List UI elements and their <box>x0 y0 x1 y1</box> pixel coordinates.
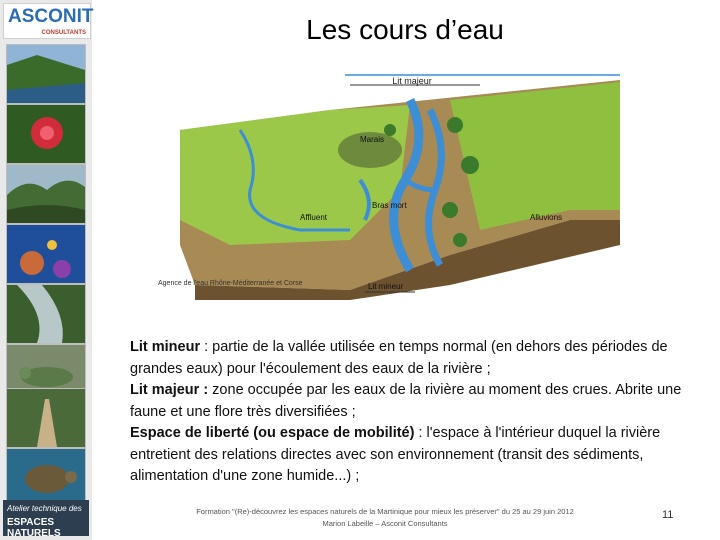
thumbnail-coral-reef <box>6 224 86 284</box>
paragraph-lit-mineur <box>130 337 695 380</box>
term-lit-mineur: Lit mineur <box>130 339 201 355</box>
footer-line1: Formation "(Re)-découvrez les espaces naturels de la Martinique pour mieux les préserver" du 25 au 29 juin 2012 <box>196 507 574 516</box>
footer-line2: Marion Labeille – Asconit Consultants <box>322 519 448 528</box>
atelier-badge <box>3 500 89 539</box>
badge-line1: Atelier technique des <box>7 504 82 513</box>
label-affluent: Affluent <box>300 213 327 222</box>
footer <box>160 506 610 530</box>
text-lit-mineur: : partie de la vallée utilisée en temps normal (en dehors des périodes de grandes eaux) pour l'écoulement des eaux de la rivière ; <box>130 339 668 377</box>
label-alluvions: Alluvions <box>530 213 563 222</box>
term-lit-majeur: Lit majeur : <box>130 382 209 398</box>
slide-title: Les cours d’eau <box>306 14 504 45</box>
label-marais: Marais <box>360 135 385 144</box>
label-bras-mort: Bras mort <box>372 201 407 210</box>
badge-line2: ESPACES NATURELS <box>7 517 61 539</box>
paragraph-lit-majeur <box>130 380 695 423</box>
text-espace-liberte: : l'espace à l'intérieur duquel la rivière entretient des relations directes avec son environnement (transit des sédiments, alimentation d'une zone humide...) ; <box>130 425 661 484</box>
text-lit-majeur: zone occupée par les eaux de la rivière au moment des crues. Abrite une faune et une flore très diversifiées ; <box>130 382 682 420</box>
logo-text: ASCONIT <box>8 6 94 27</box>
thumbnail-coast <box>6 44 86 104</box>
term-espace-liberte: Espace de liberté (ou espace de mobilité) <box>130 425 415 441</box>
logo-subtext: CONSULTANTS <box>41 30 86 36</box>
thumbnail-flower <box>6 104 86 164</box>
body-text <box>130 337 695 488</box>
page-number: 11 <box>662 509 674 521</box>
label-lit-majeur: Lit majeur <box>392 76 432 86</box>
thumbnail-mangrove-walk <box>6 388 86 448</box>
thumbnail-forest <box>6 164 86 224</box>
river-valley-diagram <box>150 70 620 300</box>
image-credit: Agence de l'eau Rhône-Méditerranée et Corse <box>158 280 303 287</box>
thumbnail-turtle <box>6 448 86 508</box>
thumbnail-river <box>6 284 86 344</box>
label-lit-mineur: Lit mineur <box>368 282 404 291</box>
asconit-logo <box>3 3 94 39</box>
paragraph-espace-liberte <box>130 423 695 488</box>
sidebar <box>0 0 92 540</box>
